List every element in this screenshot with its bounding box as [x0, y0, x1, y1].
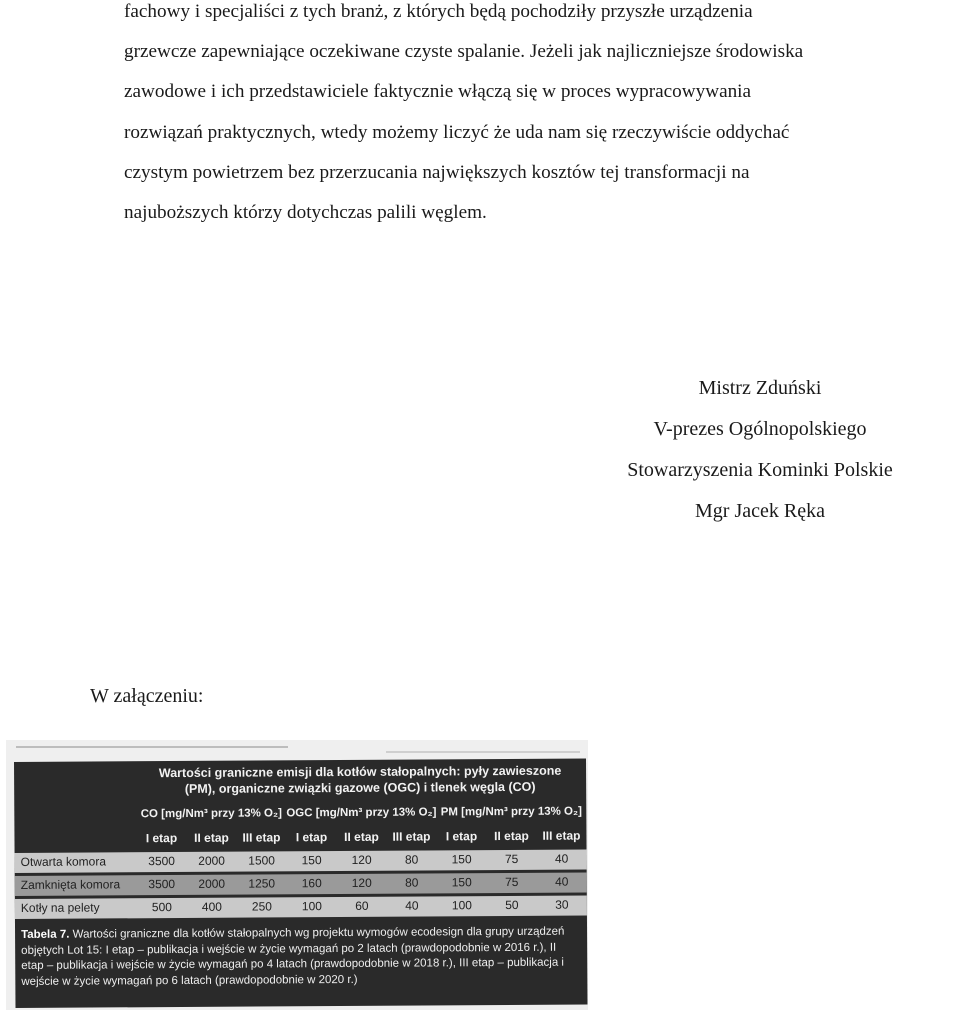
row-label: Otwarta komora — [20, 854, 107, 869]
table-cell: 500 — [151, 900, 172, 915]
table-cell: 50 — [505, 897, 519, 913]
signature-line: V-prezes Ogólnopolskiego — [653, 418, 867, 440]
table-cell: 150 — [451, 852, 472, 867]
table-cell: 160 — [301, 876, 322, 891]
table-cell: 100 — [451, 898, 472, 913]
table-cell: 2000 — [198, 853, 225, 868]
table-cell: 120 — [351, 875, 372, 890]
table-cell: 150 — [451, 875, 472, 890]
table-cell: 30 — [555, 897, 569, 912]
attachment-label: W załączeniu: — [90, 685, 204, 707]
signature-block — [560, 368, 960, 532]
table-cell: 3500 — [148, 877, 176, 892]
table-title: Wartości graniczne emisji dla kotłów stałopalnych: pyły zawieszone (PM), organiczne związki gazowe (OGC) i tlenek węgla (CO) — [158, 763, 562, 796]
scan-noise — [386, 751, 580, 753]
table-cell: 2000 — [198, 876, 226, 891]
table-cell: 75 — [505, 874, 519, 890]
stage-header: III etap — [542, 828, 581, 843]
column-group-ogc: OGC [mg/Nm³ przy 13% O₂] — [286, 806, 437, 820]
table-row — [15, 873, 587, 896]
stage-header: II etap — [194, 830, 229, 845]
table-cell: 40 — [554, 851, 569, 866]
table-cell: 250 — [251, 899, 272, 914]
table-cell: 150 — [301, 853, 322, 868]
stage-header: I etap — [145, 831, 178, 846]
signature-line: Mistrz Zduński — [698, 377, 822, 399]
scanned-table-image — [6, 740, 588, 1010]
paragraph-line: fachowy i specjaliści z tych branż, z których będą pochodziły przyszłe urządzenia — [124, 1, 753, 22]
paragraph-line: rozwiązań praktycznych, wtedy możemy liczyć że uda nam się rzeczywiście oddychać — [124, 121, 790, 143]
column-group-co: CO [mg/Nm³ przy 13% O₂] — [140, 807, 282, 821]
paragraph-line: grzewcze zapewniające oczekiwane czyste spalanie. Jeżeli jak najliczniejsze środowiska — [124, 41, 804, 63]
table-cell: 80 — [405, 875, 419, 890]
signature-line: Stowarzyszenia Kominki Polskie — [627, 459, 893, 481]
stage-header: III etap — [392, 829, 431, 844]
paragraph-line: najuboższych którzy dotychczas palili węglem. — [124, 202, 487, 224]
table-cell: 3500 — [148, 854, 175, 869]
paragraph-line: czystym powietrzem bez przerzucania największych kosztów tej transformacji na — [124, 161, 750, 183]
table-cell: 400 — [201, 899, 222, 914]
stage-header: II etap — [344, 829, 379, 844]
table-cell: 80 — [404, 852, 419, 867]
table-cell: 100 — [301, 899, 322, 914]
paragraph-line: zawodowe i ich przedstawiciele faktycznie włączą się w proces wypracowywania — [124, 81, 752, 103]
row-label: Kotły na pelety — [20, 900, 100, 915]
body-paragraph — [124, 0, 959, 233]
emission-limits-table — [14, 759, 587, 1008]
table-cell: 40 — [555, 874, 569, 889]
scan-noise — [16, 746, 288, 748]
table-cell: 1500 — [248, 853, 275, 868]
table-cell: 1250 — [248, 876, 276, 891]
table-caption — [21, 925, 581, 990]
stage-header: III etap — [242, 830, 281, 845]
table-cell: 75 — [504, 851, 519, 867]
caption-text: Wartości graniczne dla kotłów stałopalnych wg projektu wymogów ecodesign dla grupy urządzeń objętych Lot 15: I etap – publikacja i wejście w życie wymagań po 2 latach (prawdopodobnie w 2016 r.), II etap – publikacja i wejście w życie wymagań po 4 latach (prawdopodobnie w 2018 r.), III etap – publikacja i wejście w życie wymagań po 6 latach (prawdopodobnie w 2020 r.) — [21, 925, 565, 988]
row-label: Zamknięta komora — [20, 877, 121, 892]
caption-label: Tabela 7. — [21, 928, 70, 941]
column-group-pm: PM [mg/Nm³ przy 13% O₂] — [440, 805, 582, 819]
stage-header: I etap — [295, 830, 328, 845]
table-cell: 40 — [405, 898, 419, 913]
table-row — [15, 896, 587, 919]
signature-line: Mgr Jacek Ręka — [695, 500, 825, 522]
stage-header: I etap — [445, 829, 478, 844]
table-cell: 60 — [355, 898, 369, 913]
stage-header: II etap — [494, 828, 529, 844]
table-row — [15, 850, 587, 873]
table-cell: 120 — [351, 852, 372, 867]
